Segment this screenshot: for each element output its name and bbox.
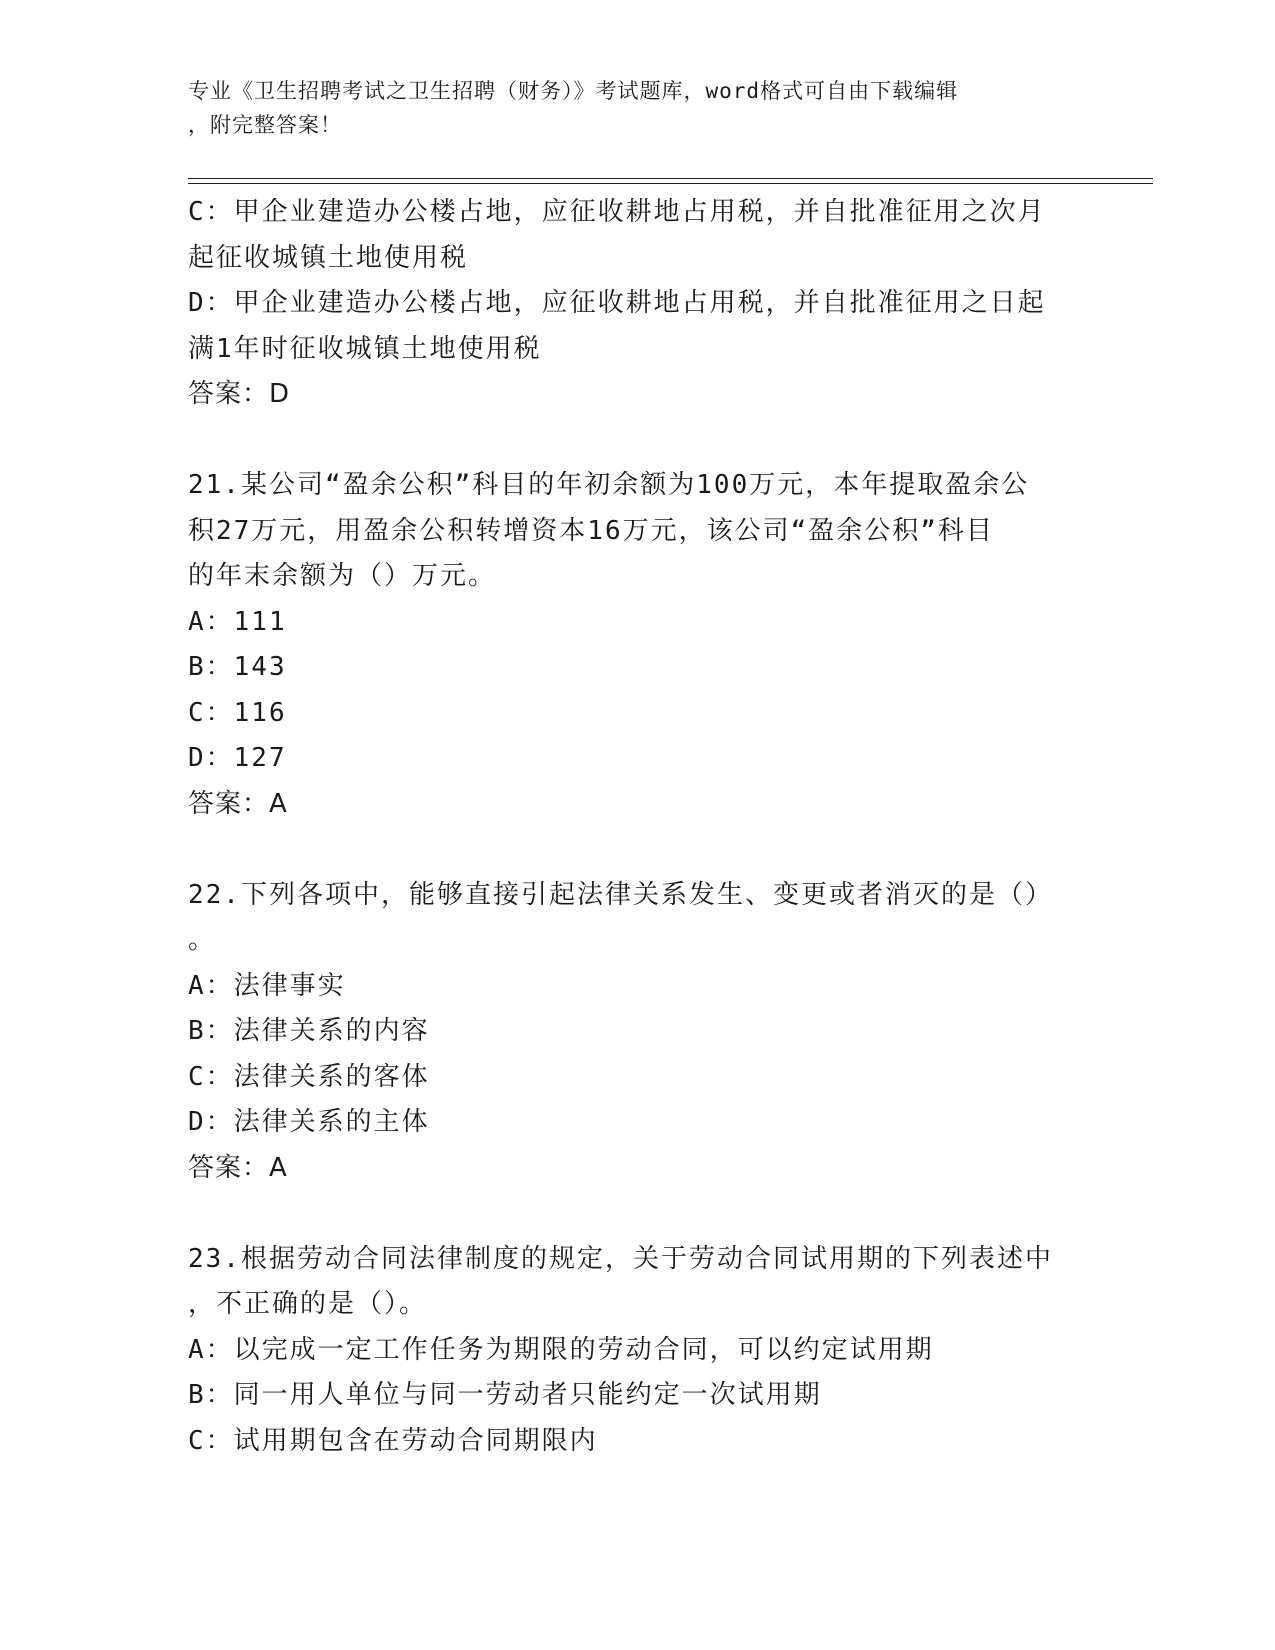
- option-b: B：同一用人单位与同一劳动者只能约定一次试用期: [188, 1380, 822, 1410]
- question-stem-line: 积27万元，用盈余公积转增资本16万元，该公司“盈余公积”科目: [188, 515, 994, 546]
- question-stem-line: 21.某公司“盈余公积”科目的年初余额为100万元，本年提取盈余公: [188, 470, 1030, 500]
- question-23: [188, 1237, 1088, 1465]
- option-c: C：116: [188, 697, 287, 728]
- header-line-1: 专业《卫生招聘考试之卫生招聘（财务）》考试题库，word格式可自由下载编辑: [188, 79, 959, 103]
- option-d: D：法律关系的主体: [188, 1107, 430, 1137]
- question-stem-line: 23.根据劳动合同法律制度的规定，关于劳动合同试用期的下列表述中: [188, 1243, 1053, 1274]
- header-divider-top: [188, 178, 1153, 179]
- question-stem-line: ，不正确的是（）。: [188, 1289, 428, 1319]
- document-header: [188, 74, 1068, 142]
- spacer: [188, 1191, 1088, 1237]
- option-a: A：以完成一定工作任务为期限的劳动合同，可以约定试用期: [188, 1334, 934, 1365]
- header-divider-bottom: [188, 183, 1153, 184]
- option-a: A：111: [188, 606, 287, 637]
- spacer: [188, 827, 1088, 873]
- option-b: B：法律关系的内容: [188, 1016, 430, 1046]
- option-b: B：143: [188, 652, 287, 682]
- answer-line: 答案：A: [188, 1152, 288, 1183]
- document-body: [188, 190, 1088, 1464]
- question-stem-line: 的年末余额为（）万元。: [188, 561, 497, 591]
- question-22: [188, 873, 1088, 1192]
- option-d: D：127: [188, 743, 287, 773]
- answer-line: 答案：D: [188, 379, 291, 409]
- option-c: C：法律关系的客体: [188, 1061, 430, 1092]
- question-21: [188, 463, 1088, 827]
- previous-question-tail: [188, 190, 1088, 418]
- header-line-2: ，附完整答案！: [188, 113, 342, 137]
- spacer: [188, 418, 1088, 464]
- option-c-line-2: 起征收城镇土地使用税: [188, 242, 469, 273]
- option-c-line-1: C：甲企业建造办公楼占地，应征收耕地占用税，并自批准征用之次月: [188, 197, 1046, 227]
- option-d-line-2: 满1年时征收城镇土地使用税: [188, 333, 542, 364]
- option-a: A：法律事实: [188, 970, 346, 1001]
- answer-line: 答案：A: [188, 788, 288, 819]
- question-stem-line: 22.下列各项中，能够直接引起法律关系发生、变更或者消灭的是（）: [188, 879, 1053, 910]
- option-c: C：试用期包含在劳动合同期限内: [188, 1425, 598, 1456]
- question-stem-line: 。: [188, 925, 217, 955]
- option-d-line-1: D：甲企业建造办公楼占地，应征收耕地占用税，并自批准征用之日起: [188, 288, 1046, 318]
